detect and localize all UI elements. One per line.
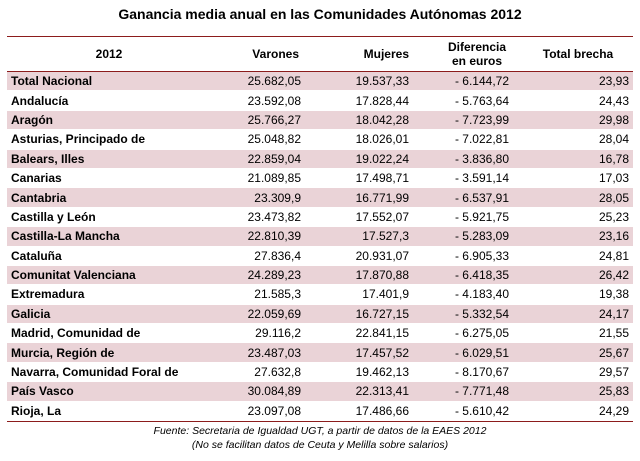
cell-brecha: 24,81 bbox=[598, 248, 629, 263]
cell-diferencia: - 5.921,75 bbox=[454, 209, 509, 224]
cell-brecha: 26,42 bbox=[598, 268, 629, 283]
table-row bbox=[7, 382, 633, 401]
cell-diferencia: - 7.022,81 bbox=[454, 132, 509, 147]
cell-region: Navarra, Comunidad Foral de bbox=[11, 365, 179, 380]
table-row bbox=[7, 324, 633, 343]
cell-diferencia: - 6.537,91 bbox=[454, 190, 509, 205]
table-row bbox=[7, 285, 633, 304]
cell-diferencia: - 6.144,72 bbox=[454, 74, 509, 89]
source-line-2: (No se facilitan datos de Ceuta y Melilla sobre salarios) bbox=[191, 439, 449, 451]
table-row bbox=[7, 247, 633, 266]
source-line-1: Fuente: Secretaria de Igualdad UGT, a partir de datos de la EAES 2012 bbox=[153, 425, 487, 437]
table-row bbox=[7, 130, 633, 149]
cell-mujeres: 20.931,07 bbox=[355, 248, 409, 263]
cell-varones: 29.116,2 bbox=[255, 326, 301, 341]
cell-varones: 23.473,82 bbox=[247, 209, 301, 224]
cell-varones: 27.632,8 bbox=[254, 365, 301, 380]
cell-varones: 25.682,05 bbox=[247, 74, 301, 89]
header-brecha: Total brecha bbox=[542, 47, 614, 61]
cell-diferencia: - 5.763,64 bbox=[454, 93, 509, 108]
cell-diferencia: - 7.771,48 bbox=[454, 384, 509, 399]
cell-region: Andalucía bbox=[11, 93, 69, 108]
cell-varones: 21.089,85 bbox=[247, 171, 301, 186]
cell-diferencia: - 5.610,42 bbox=[454, 403, 509, 418]
cell-diferencia: - 3.591,14 bbox=[454, 171, 509, 186]
cell-region: Balears, Illes bbox=[11, 151, 85, 166]
cell-mujeres: 17.828,44 bbox=[355, 93, 409, 108]
cell-brecha: 24,17 bbox=[598, 306, 629, 321]
cell-region: Rioja, La bbox=[11, 403, 62, 418]
table-row bbox=[7, 91, 633, 110]
cell-diferencia: - 6.029,51 bbox=[454, 345, 509, 360]
cell-mujeres: 22.313,41 bbox=[355, 384, 409, 399]
cell-brecha: 25,23 bbox=[598, 209, 629, 224]
cell-brecha: 23,16 bbox=[598, 229, 629, 244]
cell-region: Asturias, Principado de bbox=[11, 132, 146, 147]
cell-region: Extremadura bbox=[11, 287, 85, 302]
cell-brecha: 23,93 bbox=[598, 74, 629, 89]
cell-mujeres: 17.457,52 bbox=[355, 345, 409, 360]
cell-varones: 23.097,08 bbox=[247, 403, 301, 418]
cell-region: Canarias bbox=[11, 171, 62, 186]
header-mujeres: Mujeres bbox=[363, 47, 409, 61]
cell-mujeres: 17.870,88 bbox=[355, 268, 409, 283]
cell-varones: 21.585,3 bbox=[254, 287, 301, 302]
table-row bbox=[7, 305, 633, 324]
cell-mujeres: 19.537,33 bbox=[355, 74, 409, 89]
cell-varones: 30.084,89 bbox=[247, 384, 301, 399]
table-row bbox=[7, 402, 633, 421]
cell-region: Cataluña bbox=[11, 248, 62, 263]
cell-mujeres: 19.462,13 bbox=[355, 365, 409, 380]
cell-varones: 23.487,03 bbox=[247, 345, 301, 360]
cell-diferencia: - 7.723,99 bbox=[454, 112, 509, 127]
cell-brecha: 24,43 bbox=[598, 93, 629, 108]
cell-brecha: 29,57 bbox=[598, 365, 629, 380]
header-diferencia-line2: en euros bbox=[451, 54, 502, 68]
cell-region: Castilla-La Mancha bbox=[11, 229, 120, 244]
table-row bbox=[7, 72, 633, 91]
cell-region: Murcia, Región de bbox=[11, 345, 115, 360]
cell-varones: 22.810,39 bbox=[247, 229, 301, 244]
cell-varones: 23.592,08 bbox=[247, 93, 301, 108]
header-diferencia-line1: Diferencia bbox=[447, 40, 507, 54]
cell-region: País Vasco bbox=[11, 384, 74, 399]
cell-region: Castilla y León bbox=[11, 209, 96, 224]
cell-brecha: 28,04 bbox=[598, 132, 629, 147]
cell-mujeres: 17.498,71 bbox=[355, 171, 409, 186]
cell-diferencia: - 3.836,80 bbox=[454, 151, 509, 166]
table-row bbox=[7, 343, 633, 362]
table-row bbox=[7, 227, 633, 246]
cell-diferencia: - 5.283,09 bbox=[454, 229, 509, 244]
cell-region: Cantabria bbox=[11, 190, 67, 205]
cell-brecha: 21,55 bbox=[598, 326, 629, 341]
table-row bbox=[7, 150, 633, 169]
cell-diferencia: - 8.170,67 bbox=[454, 365, 509, 380]
cell-brecha: 25,83 bbox=[598, 384, 629, 399]
table-body bbox=[7, 72, 633, 421]
cell-brecha: 25,67 bbox=[598, 345, 629, 360]
cell-mujeres: 17.552,07 bbox=[355, 209, 409, 224]
table-row bbox=[7, 188, 633, 207]
cell-mujeres: 16.771,99 bbox=[355, 190, 409, 205]
table-bottom-rule bbox=[7, 421, 633, 422]
cell-region: Madrid, Comunidad de bbox=[11, 326, 141, 341]
table-header bbox=[7, 37, 633, 72]
cell-region: Galicia bbox=[11, 306, 51, 321]
cell-diferencia: - 6.418,35 bbox=[454, 268, 509, 283]
cell-varones: 25.048,82 bbox=[247, 132, 301, 147]
cell-mujeres: 17.527,3 bbox=[362, 229, 409, 244]
salary-table bbox=[7, 36, 633, 421]
cell-mujeres: 17.401,9 bbox=[362, 287, 409, 302]
cell-varones: 22.059,69 bbox=[247, 306, 301, 321]
cell-brecha: 17,03 bbox=[598, 171, 629, 186]
cell-varones: 23.309,9 bbox=[254, 190, 301, 205]
cell-mujeres: 16.727,15 bbox=[355, 306, 409, 321]
cell-region: Total Nacional bbox=[11, 74, 93, 89]
cell-mujeres: 17.486,66 bbox=[355, 403, 409, 418]
cell-region: Comunitat Valenciana bbox=[11, 268, 136, 283]
cell-mujeres: 18.026,01 bbox=[355, 132, 409, 147]
cell-diferencia: - 6.905,33 bbox=[454, 248, 509, 263]
cell-varones: 27.836,4 bbox=[254, 248, 301, 263]
cell-brecha: 29,98 bbox=[598, 112, 629, 127]
cell-region: Aragón bbox=[11, 112, 53, 127]
cell-diferencia: - 4.183,40 bbox=[454, 287, 509, 302]
cell-mujeres: 18.042,28 bbox=[355, 112, 409, 127]
table-row bbox=[7, 363, 633, 382]
header-varones: Varones bbox=[252, 47, 299, 61]
table-title: Ganancia media anual en las Comunidades Autónomas 2012 bbox=[118, 6, 522, 22]
cell-brecha: 19,38 bbox=[598, 287, 629, 302]
cell-varones: 25.766,27 bbox=[247, 112, 301, 127]
cell-diferencia: - 6.275,05 bbox=[454, 326, 509, 341]
cell-mujeres: 19.022,24 bbox=[355, 151, 409, 166]
cell-varones: 24.289,23 bbox=[247, 268, 301, 283]
table-row bbox=[7, 111, 633, 130]
table-row bbox=[7, 266, 633, 285]
table-row bbox=[7, 208, 633, 227]
header-diferencia bbox=[431, 37, 523, 71]
table-row bbox=[7, 169, 633, 188]
cell-varones: 22.859,04 bbox=[247, 151, 301, 166]
source-note bbox=[0, 424, 640, 452]
cell-brecha: 16,78 bbox=[598, 151, 629, 166]
cell-brecha: 24,29 bbox=[598, 403, 629, 418]
cell-diferencia: - 5.332,54 bbox=[454, 306, 509, 321]
header-year: 2012 bbox=[95, 47, 123, 61]
cell-brecha: 28,05 bbox=[598, 190, 629, 205]
cell-mujeres: 22.841,15 bbox=[355, 326, 409, 341]
